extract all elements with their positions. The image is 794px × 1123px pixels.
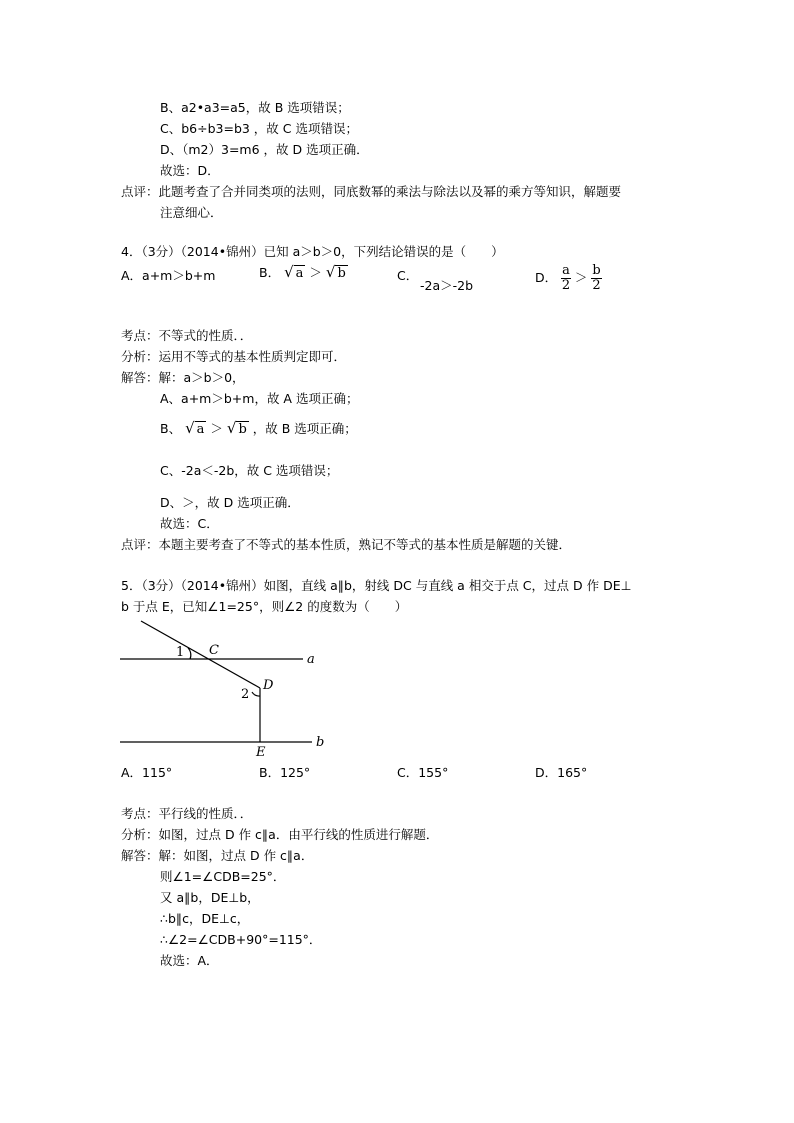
q5-step-3: ∴b∥c，DE⊥c， [160,911,250,926]
q5-kaodian: 考点：平行线的性质．． [121,806,253,821]
sqrt-b-step: √ b [226,419,247,437]
q4-step-c: C、-2a＜-2b，故 C 选项错误； [160,463,339,478]
label-2: 2 [241,687,250,702]
q5-step-2: 又 a∥b，DE⊥b， [160,890,260,905]
q5-stem-line2: b 于点 E，已知∠1=25°，则∠2 的度数为（ ） [121,599,408,614]
q4-step-b: B、 √ a ＞ √ b ，故 B 选项正确； [160,419,357,437]
q4-comment: 点评：本题主要考查了不等式的基本性质，熟记不等式的基本性质是解题的关键． [121,537,572,552]
fraction-a-over-2: $\frac{a}{2}$ [561,263,571,293]
q5-step-4: ∴∠2=∠CDB+90°=115°． [160,932,322,947]
q4-option-c-expr: -2a＞-2b [420,278,474,293]
q5-option-b: B．125° [259,765,311,780]
angle-1-arc [188,648,191,659]
label-b: b [316,735,325,750]
q4-jieda: 解答：解：a＞b＞0， [121,370,245,385]
ray-dc [141,621,260,688]
q3-option-b-line: B、a2•a3=a5，故 B 选项错误； [160,100,350,115]
sqrt-b: √ b [325,263,346,281]
q5-choose: 故选：A． [160,953,219,968]
q4-step-d: D、＞，故 D 选项正确． [160,495,300,510]
q4-option-c-label: C． [397,268,419,283]
q4-fenxi: 分析：运用不等式的基本性质判定即可． [121,349,347,364]
q5-fenxi: 分析：如图，过点 D 作 c∥a．由平行线的性质进行解题． [121,827,439,842]
q4-option-d: D． $\frac{a}{2}$ ＞ $\frac{b}{2}$ [535,263,601,293]
sqrt-a: √ a [284,263,304,281]
sqrt-a-step: √ a [185,419,205,437]
q5-option-c: C．155° [397,765,449,780]
q5-option-d: D．165° [535,765,588,780]
q5-option-a: A．115° [121,765,173,780]
label-1: 1 [176,645,185,660]
q3-comment-line2: 注意细心． [160,205,223,220]
q3-choose-line: 故选：D． [160,163,220,178]
q4-kaodian: 考点：不等式的性质．． [121,328,253,343]
q5-step-1: 则∠1=∠CDB=25°． [160,869,286,884]
q4-option-a: A．a+m＞b+m [121,268,216,283]
label-a: a [307,652,315,667]
q5-jieda: 解答：解：如图，过点 D 作 c∥a． [121,848,314,863]
label-e: E [256,745,266,760]
q5-stem-line1: 5．（3分）（2014•锦州）如图，直线 a∥b，射线 DC 与直线 a 相交于点 C，过点 D 作 DE⊥ [121,578,632,593]
q4-step-a: A、a+m＞b+m，故 A 选项正确； [160,391,359,406]
q4-stem: 4．（3分）（2014•锦州）已知 a＞b＞0，下列结论错误的是（ ） [121,244,504,259]
q4-option-b: B． √ a ＞ √ b [259,263,346,281]
q3-comment-line1: 点评：此题考查了合并同类项的法则，同底数幂的乘法与除法以及幂的乘方等知识，解题要 [121,184,622,199]
fraction-b-over-2: $\frac{b}{2}$ [592,263,601,293]
label-d: D [263,678,274,693]
q3-option-c-line: C、b6÷b3=b3 ，故 C 选项错误； [160,121,358,136]
q3-option-d-line: D、（m2）3=m6 ，故 D 选项正确． [160,142,369,157]
label-c: C [209,643,219,658]
q4-choose: 故选：C． [160,516,219,531]
angle-2-arc [252,692,260,696]
